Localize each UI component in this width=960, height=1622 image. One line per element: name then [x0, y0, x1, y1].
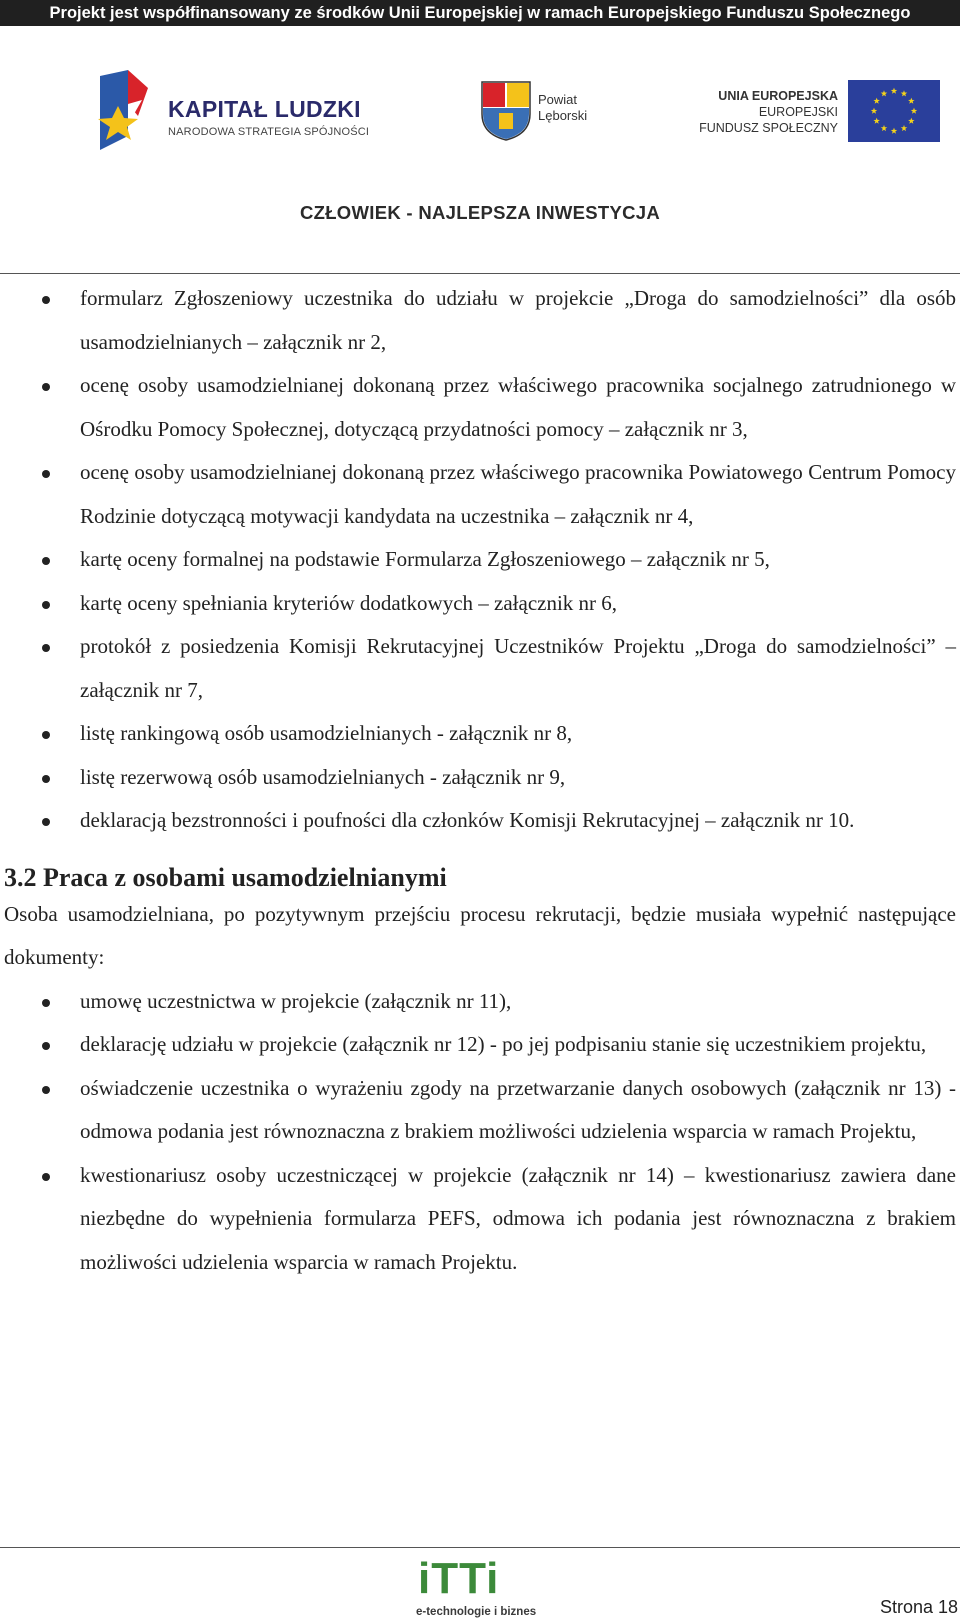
powiat-line-1: Powiat — [538, 92, 578, 107]
list-item: protokół z posiedzenia Komisji Rekrutacyjnej Uczestników Projektu „Droga do samodzielności” – załącznik nr 7, — [0, 625, 956, 712]
list-item: ocenę osoby usamodzielnianej dokonaną przez właściwego pracownika socjalnego zatrudnionego w Ośrodku Pomocy Społecznej, dotyczącą przydatności pomocy – załącznik nr 3, — [0, 364, 956, 451]
bullet-icon — [42, 470, 50, 478]
list-item: kartę oceny spełniania kryteriów dodatkowych – załącznik nr 6, — [0, 582, 956, 626]
eu-line-1: UNIA EUROPEJSKA — [718, 89, 838, 103]
bullet-icon — [42, 296, 50, 304]
list-item: oświadczenie uczestnika o wyrażeniu zgody na przetwarzanie danych osobowych (załącznik nr 13) - odmowa podania jest równoznaczna z brakiem możliwości udzielenia wsparcia w ramach Projektu, — [0, 1067, 956, 1154]
bullet-icon — [42, 601, 50, 609]
list-item: deklaracją bezstronności i poufności dla członków Komisji Rekrutacyjnej – załącznik nr 10. — [0, 799, 956, 843]
bullet-icon — [42, 999, 50, 1007]
powiat-leborski-logo — [480, 80, 620, 150]
bullet-icon — [42, 775, 50, 783]
kapital-ludzki-subtitle: NARODOWA STRATEGIA SPÓJNOŚCI — [168, 126, 370, 138]
bullet-icon — [42, 731, 50, 739]
eu-text — [699, 88, 838, 136]
bullet-icon — [42, 1173, 50, 1181]
eu-social-fund-logo — [690, 80, 940, 150]
page-number: Strona 18 — [879, 1597, 958, 1617]
eu-flag-icon — [848, 80, 940, 142]
kapital-ludzki-title: KAPITAŁ LUDZKI — [168, 96, 361, 122]
list-item: kwestionariusz osoby uczestniczącej w projekcie (załącznik nr 14) – kwestionariusz zawiera dane niezbędne do wypełnienia formularza PEFS, odmowa ich podania jest równoznaczna z brakiem możliwości udzielenia wsparcia w ramach Projektu. — [0, 1154, 956, 1285]
list-item: formularz Zgłoszeniowy uczestnika do udziału w projekcie „Droga do samodzielności” dla osób usamodzielnianych – załącznik nr 2, — [0, 277, 956, 364]
participant-documents-list — [0, 980, 960, 1285]
bullet-icon — [42, 1042, 50, 1050]
slogan: CZŁOWIEK - NAJLEPSZA INWESTYCJA — [299, 202, 661, 223]
bullet-icon — [42, 644, 50, 652]
footer-divider — [0, 1547, 960, 1548]
documents-list — [0, 277, 960, 843]
kapital-ludzki-logo — [88, 60, 388, 160]
section-intro: Osoba usamodzielniana, po pozytywnym przejściu procesu rekrutacji, będzie musiała wypełnić następujące dokumenty: — [4, 901, 956, 969]
kapital-ludzki-star-icon — [88, 66, 154, 156]
eu-line-3: FUNDUSZ SPOŁECZNY — [699, 121, 838, 135]
list-item: listę rezerwową osób usamodzielnianych - załącznik nr 9, — [0, 756, 956, 800]
itti-logo-subtitle: e-technologie i biznes — [416, 1606, 537, 1618]
eu-line-2: EUROPEJSKI — [758, 105, 838, 119]
document-body — [0, 274, 960, 1284]
section-heading: 3.2 Praca z osobami usamodzielnianymi — [4, 862, 447, 892]
bullet-icon — [42, 557, 50, 565]
funding-banner: Projekt jest współfinansowany ze środków Unii Europejskiej w ramach Europejskiego Funduszu Społecznego — [0, 0, 960, 26]
powiat-coat-of-arms-icon — [480, 80, 532, 142]
bullet-icon — [42, 818, 50, 826]
logo-strip — [0, 60, 960, 170]
bullet-icon — [42, 1086, 50, 1094]
list-item: ocenę osoby usamodzielnianej dokonaną przez właściwego pracownika Powiatowego Centrum Pomocy Rodzinie dotyczącą motywacji kandydata na uczestnika – załącznik nr 4, — [0, 451, 956, 538]
list-item: umowę uczestnictwa w projekcie (załącznik nr 11), — [0, 980, 956, 1024]
powiat-line-2: Lęborski — [538, 108, 588, 123]
itti-logo-text: iTTi — [418, 1554, 500, 1603]
bullet-icon — [42, 383, 50, 391]
list-item: listę rankingową osób usamodzielnianych - załącznik nr 8, — [0, 712, 956, 756]
itti-logo — [410, 1555, 560, 1621]
list-item: deklarację udziału w projekcie (załącznik nr 12) - po jej podpisaniu stanie się uczestnikiem projektu, — [0, 1023, 956, 1067]
powiat-name — [538, 92, 587, 124]
list-item: kartę oceny formalnej na podstawie Formularza Zgłoszeniowego – załącznik nr 5, — [0, 538, 956, 582]
